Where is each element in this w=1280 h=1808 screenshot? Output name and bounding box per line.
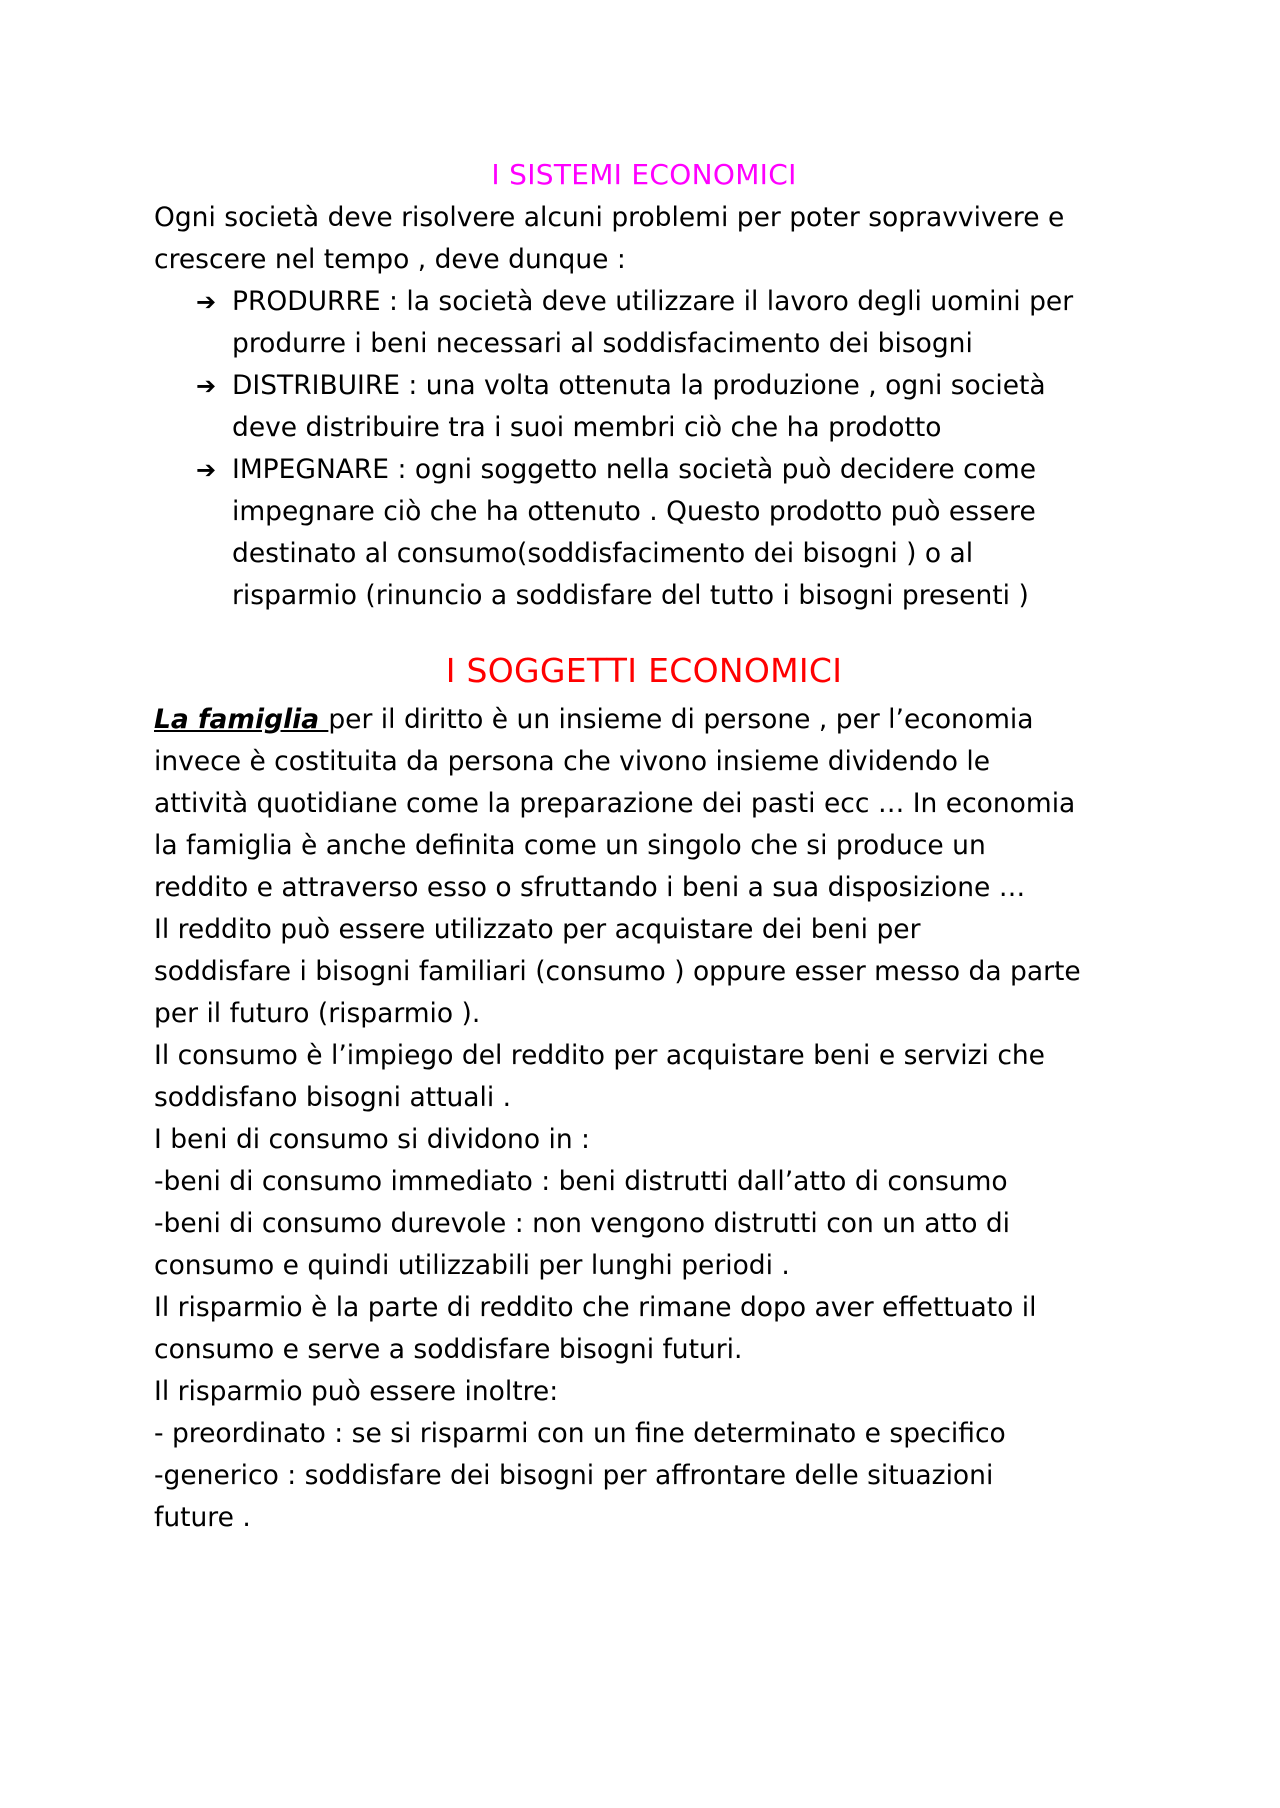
paragraph-line: invece è costituita da persona che vivono insieme dividendo le bbox=[154, 746, 991, 777]
section-title-sistemi: I SISTEMI ECONOMICI bbox=[491, 158, 797, 191]
bullet-text: DISTRIBUIRE : una volta ottenuta la produzione , ogni società bbox=[232, 370, 1046, 401]
paragraph-line: attività quotidiane come la preparazione dei pasti ecc … In economia bbox=[154, 788, 1076, 819]
section-title-soggetti: I SOGGETTI ECONOMICI bbox=[445, 651, 843, 690]
paragraph-line: reddito e attraverso esso o sfruttando i beni a sua disposizione … bbox=[154, 872, 1026, 903]
term-la-famiglia: La famiglia bbox=[154, 704, 329, 735]
paragraph-line: I beni di consumo si dividono in : bbox=[154, 1124, 590, 1155]
bullet-text: produrre i beni necessari al soddisfacimento dei bisogni bbox=[232, 328, 973, 359]
bullet-text: impegnare ciò che ha ottenuto . Questo prodotto può essere bbox=[232, 496, 1036, 527]
bullet-item-distribuire bbox=[154, 365, 1154, 449]
paragraph-line: Il risparmio può essere inoltre: bbox=[154, 1376, 559, 1407]
paragraph-line: -beni di consumo immediato : beni distrutti dall’atto di consumo bbox=[154, 1166, 1008, 1197]
paragraph-line: - preordinato : se si risparmi con un fine determinato e specifico bbox=[154, 1418, 1006, 1449]
document-page bbox=[154, 153, 1154, 1539]
bullet-list bbox=[154, 281, 1154, 617]
paragraph-line: crescere nel tempo , deve dunque : bbox=[154, 244, 626, 275]
bullet-text: IMPEGNARE : ogni soggetto nella società può decidere come bbox=[232, 454, 1036, 485]
paragraph-line: soddisfano bisogni attuali . bbox=[154, 1082, 512, 1113]
paragraph-line: Il risparmio è la parte di reddito che rimane dopo aver effettuato il bbox=[154, 1292, 1037, 1323]
paragraph-line: Il reddito può essere utilizzato per acquistare dei beni per bbox=[154, 914, 921, 945]
paragraph-line: future . bbox=[154, 1502, 251, 1533]
bullet-text: deve distribuire tra i suoi membri ciò che ha prodotto bbox=[232, 412, 942, 443]
paragraph-line: la famiglia è anche definita come un singolo che si produce un bbox=[154, 830, 986, 861]
arrow-right-icon: ➔ bbox=[196, 372, 217, 400]
paragraph-line: Ogni società deve risolvere alcuni problemi per poter sopravvivere e bbox=[154, 202, 1065, 233]
bullet-text: PRODURRE : la società deve utilizzare il lavoro degli uomini per bbox=[232, 286, 1074, 317]
bullet-text: risparmio (rinuncio a soddisfare del tutto i bisogni presenti ) bbox=[232, 580, 1029, 611]
paragraph-line: -generico : soddisfare dei bisogni per affrontare delle situazioni bbox=[154, 1460, 994, 1491]
paragraph-line bbox=[154, 699, 1154, 741]
bullet-item-impegnare bbox=[154, 449, 1154, 617]
bullet-item-produrre bbox=[154, 281, 1154, 365]
arrow-right-icon: ➔ bbox=[196, 288, 217, 316]
arrow-right-icon: ➔ bbox=[196, 456, 217, 484]
paragraph-line: consumo e serve a soddisfare bisogni futuri. bbox=[154, 1334, 743, 1365]
paragraph-line: -beni di consumo durevole : non vengono distrutti con un atto di bbox=[154, 1208, 1011, 1239]
paragraph-line: per il futuro (risparmio ). bbox=[154, 998, 481, 1029]
section-body bbox=[154, 741, 1154, 1539]
paragraph-line: Il consumo è l’impiego del reddito per acquistare beni e servizi che bbox=[154, 1040, 1045, 1071]
paragraph-line: soddisfare i bisogni familiari (consumo ) oppure esser messo da parte bbox=[154, 956, 1081, 987]
paragraph-line: consumo e quindi utilizzabili per lunghi periodi . bbox=[154, 1250, 790, 1281]
paragraph-text: per il diritto è un insieme di persone , per l’economia bbox=[328, 704, 1034, 735]
bullet-text: destinato al consumo(soddisfacimento dei bisogni ) o al bbox=[232, 538, 974, 569]
